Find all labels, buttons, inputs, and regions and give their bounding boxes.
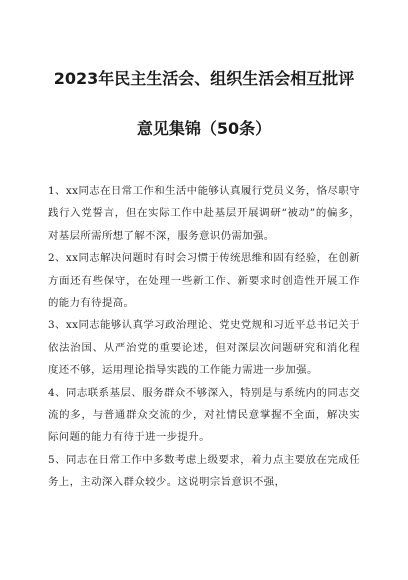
document-title-line-2: 意见集锦（50条） xyxy=(136,119,272,138)
criticism-item-5: 5、同志在日常工作中多数考虑上级要求，着力点主要放在完成任务上，主动深入群众较少。这说明宗旨意识不强， xyxy=(48,453,360,489)
criticism-item-2: 2、xx同志解决问题时有时会习惯于传统思维和固有经验，在创新方面还有些保守，在处理一些新工作、新要求时创造性开展工作的能力有待提高。 xyxy=(48,252,360,310)
document-title-line-1: 2023年民主生活会、组织生活会相互批评 xyxy=(53,69,355,88)
criticism-item-1: 1、xx同志在日常工作和生活中能够认真履行党员义务，恪尽职守践行入党誓言，但在实际工作中赴基层开展调研“被动”的偏多，对基层所需所想了解不深，服务意识仍需加强。 xyxy=(48,185,360,242)
document-body xyxy=(48,180,360,494)
criticism-item-4: 4、同志联系基层、服务群众不够深入，特别是与系统内的同志交流的多，与普通群众交流的少，对社情民意掌握不全面，解决实际问题的能力有待于进一步提升。 xyxy=(48,386,360,444)
criticism-item-3: 3、xx同志能够认真学习政治理论、党史党规和习近平总书记关于依法治国、从严治党的重要论述，但对深层次问题研究和消化程度还不够，运用理论指导实践的工作能力需进一步加强。 xyxy=(48,319,360,377)
